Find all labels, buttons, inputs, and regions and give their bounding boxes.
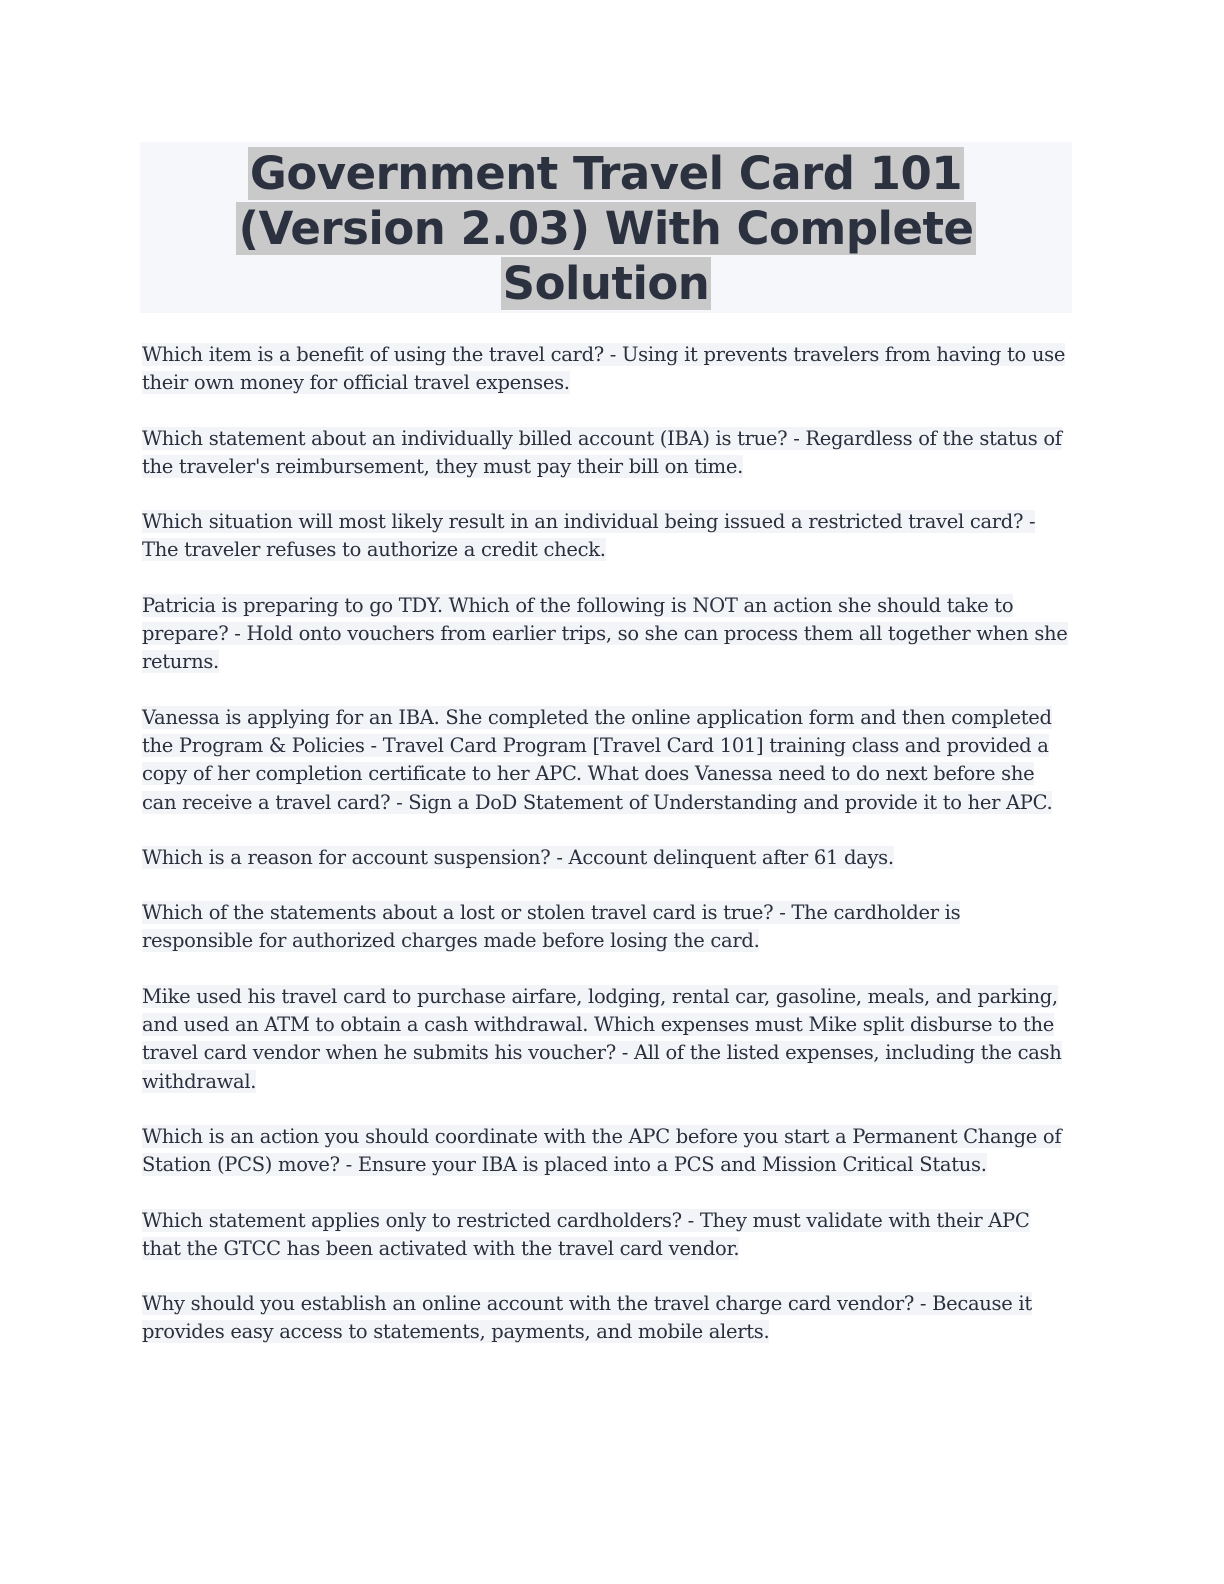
qa-text: Which is a reason for account suspension? - Account delinquent after 61 days. (142, 845, 894, 869)
document-title-text: Government Travel Card 101 (Version 2.03) With Complete Solution (238, 147, 974, 310)
qa-text: Mike used his travel card to purchase airfare, lodging, rental car, gasoline, meals, and parking, and used an ATM to obtain a cash withdrawal. Which expenses must Mike split disburse to the travel card vendor when he submits his voucher? - All of the listed expenses, including the cash withdrawal. (142, 984, 1062, 1093)
qa-text: Why should you establish an online account with the travel charge card vendor? - Because it provides easy access to statements, payments, and mobile alerts. (142, 1292, 1032, 1344)
qa-text: Which item is a benefit of using the travel card? - Using it prevents travelers from having to use their own money for official travel expenses. (142, 343, 1066, 395)
document-title (140, 146, 1072, 311)
document-page (140, 142, 1072, 1374)
qa-item (142, 704, 1072, 817)
qa-text: Which statement applies only to restricted cardholders? - They must validate with their APC that the GTCC has been activated with the travel card vendor. (142, 1208, 1030, 1260)
qa-text: Vanessa is applying for an IBA. She completed the online application form and then completed the Program & Policies - Travel Card Program [Travel Card 101] training class and provided a copy of her completion certificate to her APC. What does Vanessa need to do next before she can receive a travel card? - Sign a DoD Statement of Understanding and provide it to her APC. (142, 705, 1053, 814)
title-block (140, 142, 1072, 313)
qa-item (142, 983, 1072, 1096)
qa-item (142, 844, 1072, 872)
qa-text: Which is an action you should coordinate with the APC before you start a Permanent Change of Station (PCS) move? - Ensure your IBA is placed into a PCS and Mission Critical Status. (142, 1124, 1062, 1177)
qa-text: Which situation will most likely result in an individual being issued a restricted travel card? - The traveler refuses to authorize a credit check. (142, 510, 1036, 562)
qa-item (142, 899, 1072, 956)
qa-item (142, 592, 1072, 677)
qa-list (140, 341, 1072, 1347)
qa-item (142, 1290, 1072, 1347)
qa-item (142, 1207, 1072, 1264)
qa-text: Which of the statements about a lost or stolen travel card is true? - The cardholder is responsible for authorized charges made before losing the card. (142, 901, 961, 953)
qa-item (142, 1123, 1072, 1180)
qa-item (142, 425, 1072, 482)
qa-text: Patricia is preparing to go TDY. Which of the following is NOT an action she should take to prepare? - Hold onto vouchers from earlier trips, so she can process them all together when she returns. (142, 593, 1068, 674)
qa-item (142, 508, 1072, 565)
qa-text: Which statement about an individually billed account (IBA) is true? - Regardless of the status of the traveler's reimbursement, they must pay their bill on time. (142, 426, 1062, 478)
qa-item (142, 341, 1072, 398)
